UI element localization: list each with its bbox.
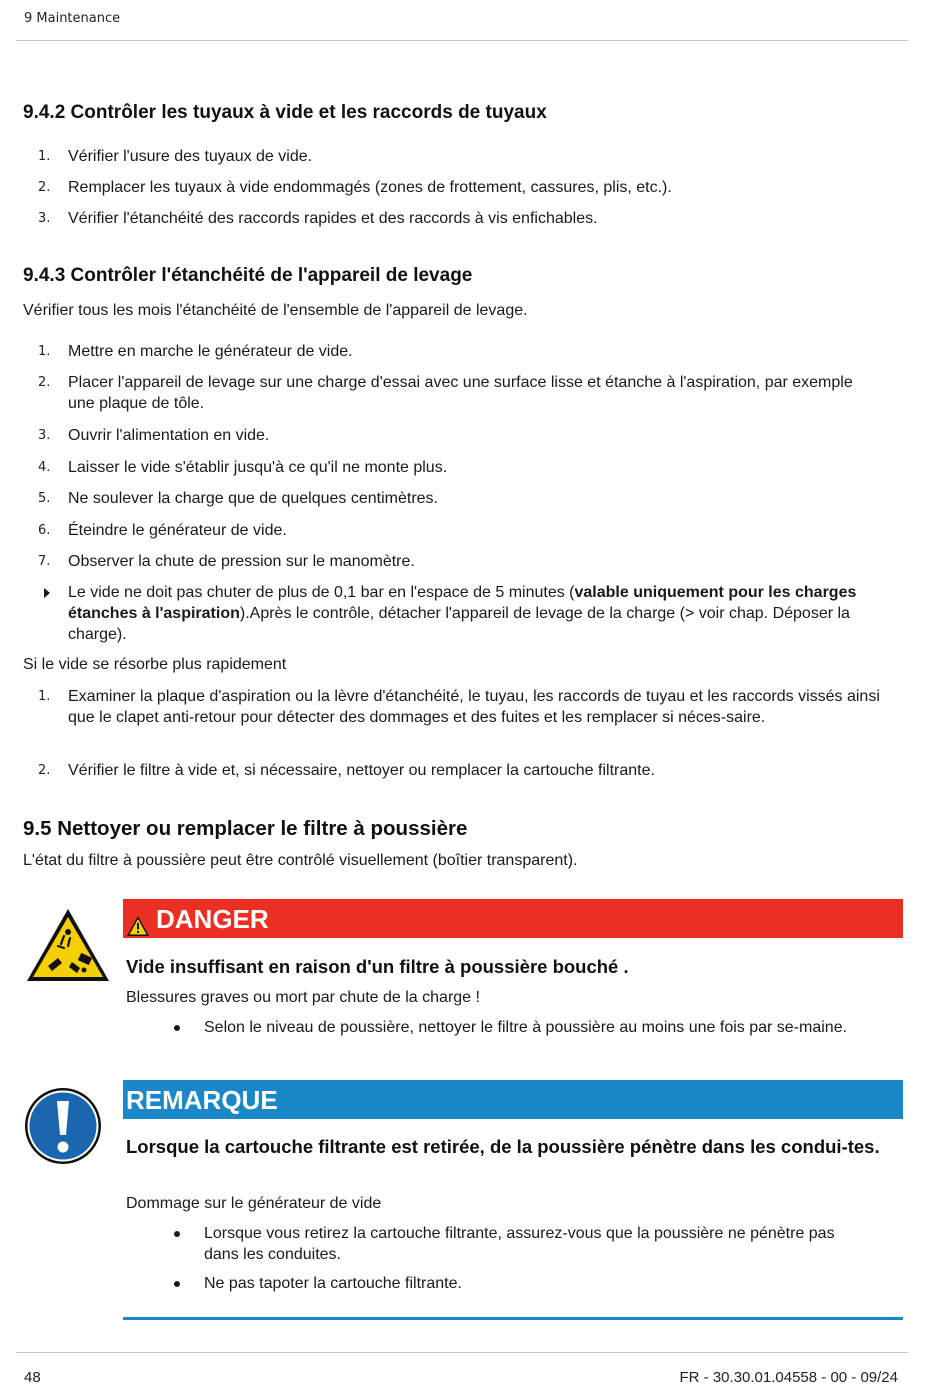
step-number: 1.	[38, 689, 51, 704]
step-text: Vérifier l'usure des tuyaux de vide.	[68, 148, 313, 165]
section-95-intro: L'état du filtre à poussière peut être contrôlé visuellement (boîtier transparent).	[23, 852, 578, 869]
step-text: Laisser le vide s'établir jusqu'à ce qu'il ne monte plus.	[68, 459, 448, 476]
falling-load-warning-icon	[24, 906, 112, 984]
header-divider	[16, 40, 908, 41]
warning-triangle-icon	[126, 908, 150, 930]
page-number: 48	[24, 1369, 41, 1386]
step-number: 5.	[38, 491, 51, 506]
step-text: Vérifier le filtre à vide et, si nécessaire, nettoyer ou remplacer la cartouche filtrante.	[68, 762, 655, 779]
step-text: Ouvrir l'alimentation en vide.	[68, 427, 270, 444]
section-943-intro: Vérifier tous les mois l'étanchéité de l'ensemble de l'appareil de levage.	[23, 302, 528, 319]
remarque-title: Lorsque la cartouche filtrante est retirée, de la poussière pénètre dans les condui-tes.	[126, 1136, 880, 1157]
remarque-label: REMARQUE	[126, 1085, 278, 1115]
step-text: Ne soulever la charge que de quelques centimètres.	[68, 490, 438, 507]
step-number: 2.	[38, 375, 51, 390]
step-text: Observer la chute de pression sur le manomètre.	[68, 553, 415, 570]
danger-banner	[123, 899, 903, 938]
step-text: Placer l'appareil de levage sur une charge d'essai avec une surface lisse et étanche à l'aspiration, par exemple une plaque de tôle.	[68, 374, 853, 412]
page-header-title: 9 Maintenance	[24, 11, 121, 26]
step-number: 6.	[38, 523, 51, 538]
section-942-heading: 9.4.2 Contrôler les tuyaux à vide et les raccords de tuyaux	[23, 102, 547, 123]
remarque-bottom-rule	[123, 1317, 903, 1320]
step-number: 1.	[38, 344, 51, 359]
remarque-text: Dommage sur le générateur de vide	[126, 1195, 382, 1212]
danger-title: Vide insuffisant en raison d'un filtre à poussière bouché .	[126, 956, 629, 977]
mandatory-exclamation-icon	[24, 1087, 102, 1165]
section-943-heading: 9.4.3 Contrôler l'étanchéité de l'appareil de levage	[23, 265, 473, 286]
step-number: 3.	[38, 428, 51, 443]
result-text: Le vide ne doit pas chuter de plus de 0,1 bar en l'espace de 5 minutes (valable uniquement pour les charges étanches à l'aspiration).Après le contrôle, détacher l'appareil de levage de la charge (> voir chap. Déposer la charge).	[68, 584, 857, 643]
remarque-banner	[123, 1080, 903, 1119]
result-arrow-icon	[44, 588, 50, 598]
bullet-icon	[174, 1231, 180, 1237]
step-number: 1.	[38, 149, 51, 164]
step-number: 2.	[38, 180, 51, 195]
bullet-icon	[174, 1025, 180, 1031]
footer-divider	[16, 1352, 908, 1353]
section-95-heading: 9.5 Nettoyer ou remplacer le filtre à poussière	[23, 817, 468, 840]
step-number: 7.	[38, 554, 51, 569]
bullet-text: Selon le niveau de poussière, nettoyer le filtre à poussière au moins une fois par se-maine.	[204, 1019, 848, 1036]
step-text: Examiner la plaque d'aspiration ou la lèvre d'étanchéité, le tuyau, les raccords de tuyau et les raccords vissés ainsi que le clapet anti-retour pour détecter des dommages et des fuites et les remplacer si néces-saire.	[68, 688, 880, 726]
bullet-icon	[174, 1281, 180, 1287]
bullet-text: Lorsque vous retirez la cartouche filtrante, assurez-vous que la poussière ne pénètre pas dans les conduites.	[204, 1225, 835, 1263]
step-number: 3.	[38, 211, 51, 226]
step-text: Éteindre le générateur de vide.	[68, 522, 287, 539]
bullet-text: Ne pas tapoter la cartouche filtrante.	[204, 1275, 462, 1292]
step-text: Mettre en marche le générateur de vide.	[68, 343, 353, 360]
danger-label: DANGER	[156, 904, 269, 934]
danger-text: Blessures graves ou mort par chute de la charge !	[126, 989, 480, 1006]
condition-text: Si le vide se résorbe plus rapidement	[23, 656, 287, 673]
step-text: Remplacer les tuyaux à vide endommagés (zones de frottement, cassures, plis, etc.).	[68, 179, 672, 196]
step-number: 2.	[38, 763, 51, 778]
document-reference: FR - 30.30.01.04558 - 00 - 09/24	[679, 1369, 898, 1386]
step-text: Vérifier l'étanchéité des raccords rapides et des raccords à vis enfichables.	[68, 210, 598, 227]
step-number: 4.	[38, 460, 51, 475]
